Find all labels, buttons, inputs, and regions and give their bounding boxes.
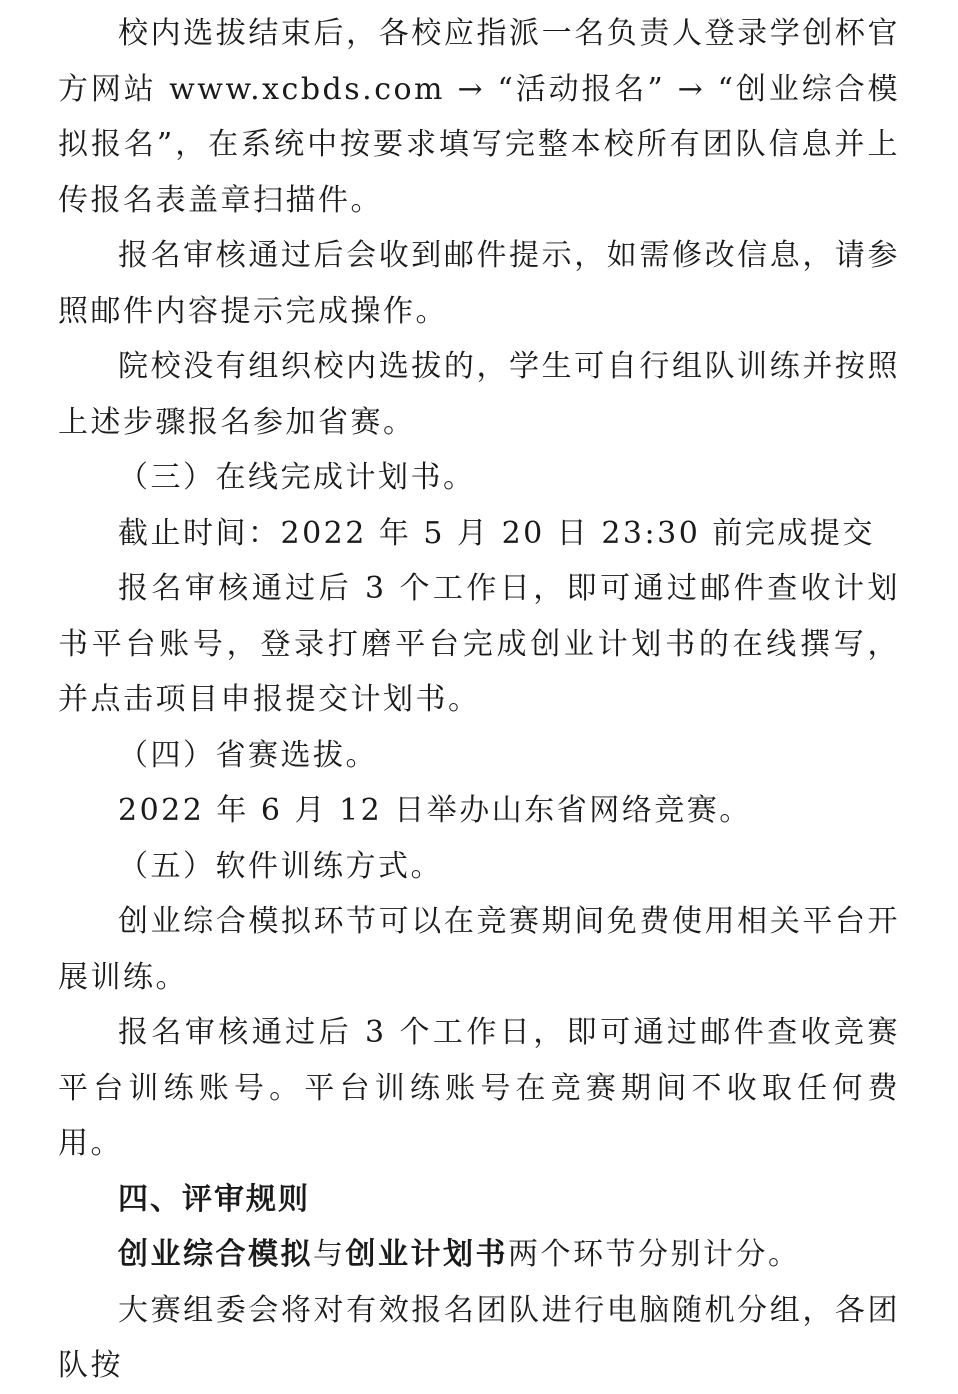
- paragraph-self-team: 院校没有组织校内选拔的，学生可自行组队训练并按照上述步骤报名参加省赛。: [58, 349, 900, 440]
- subheading-provincial-selection: （四）省赛选拔。: [118, 737, 378, 773]
- subheading-online-plan: （三）在线完成计划书。: [118, 460, 476, 495]
- paragraph-training-account: 报名审核通过后 3 个工作日，即可通过邮件查收竞赛平台训练账号。平台训练账号在竞赛期间不收取任何费用。: [58, 1015, 900, 1161]
- paragraph-random-grouping: 大赛组委会将对有效报名团队进行电脑随机分组，各团队按: [58, 1292, 900, 1383]
- scoring-rest: 两个环节分别计分。: [508, 1237, 801, 1272]
- paragraph-free-platform: 创业综合模拟环节可以在竞赛期间免费使用相关平台开展训练。: [58, 904, 900, 995]
- scoring-joiner: 与: [313, 1237, 346, 1272]
- section-heading-review-rules: 四、评审规则: [118, 1181, 310, 1217]
- paragraph-provincial-date: 2022 年 6 月 12 日举办山东省网络竞赛。: [118, 793, 752, 828]
- paragraph-plan-account: 报名审核通过后 3 个工作日，即可通过邮件查收计划书平台账号，登录打磨平台完成创业计划书的在线撰写，并点击项目申报提交计划书。: [58, 571, 900, 717]
- paragraph-scoring: [58, 1227, 900, 1283]
- paragraph-deadline: 截止时间：2022 年 5 月 20 日 23:30 前完成提交: [118, 515, 875, 551]
- paragraph-email-notice: 报名审核通过后会收到邮件提示，如需修改信息，请参照邮件内容提示完成操作。: [58, 238, 900, 329]
- subheading-training-method: （五）软件训练方式。: [118, 848, 443, 884]
- paragraph-registration-steps: 校内选拔结束后，各校应指派一名负责人登录学创杯官方网站 www.xcbds.com → “活动报名” → “创业综合模拟报名”，在系统中按要求填写完整本校所有团队信息并上传报名表盖章扫描件。: [58, 16, 900, 218]
- scoring-term-simulation: 创业综合模拟: [118, 1237, 313, 1272]
- scoring-term-business-plan: 创业计划书: [345, 1237, 508, 1272]
